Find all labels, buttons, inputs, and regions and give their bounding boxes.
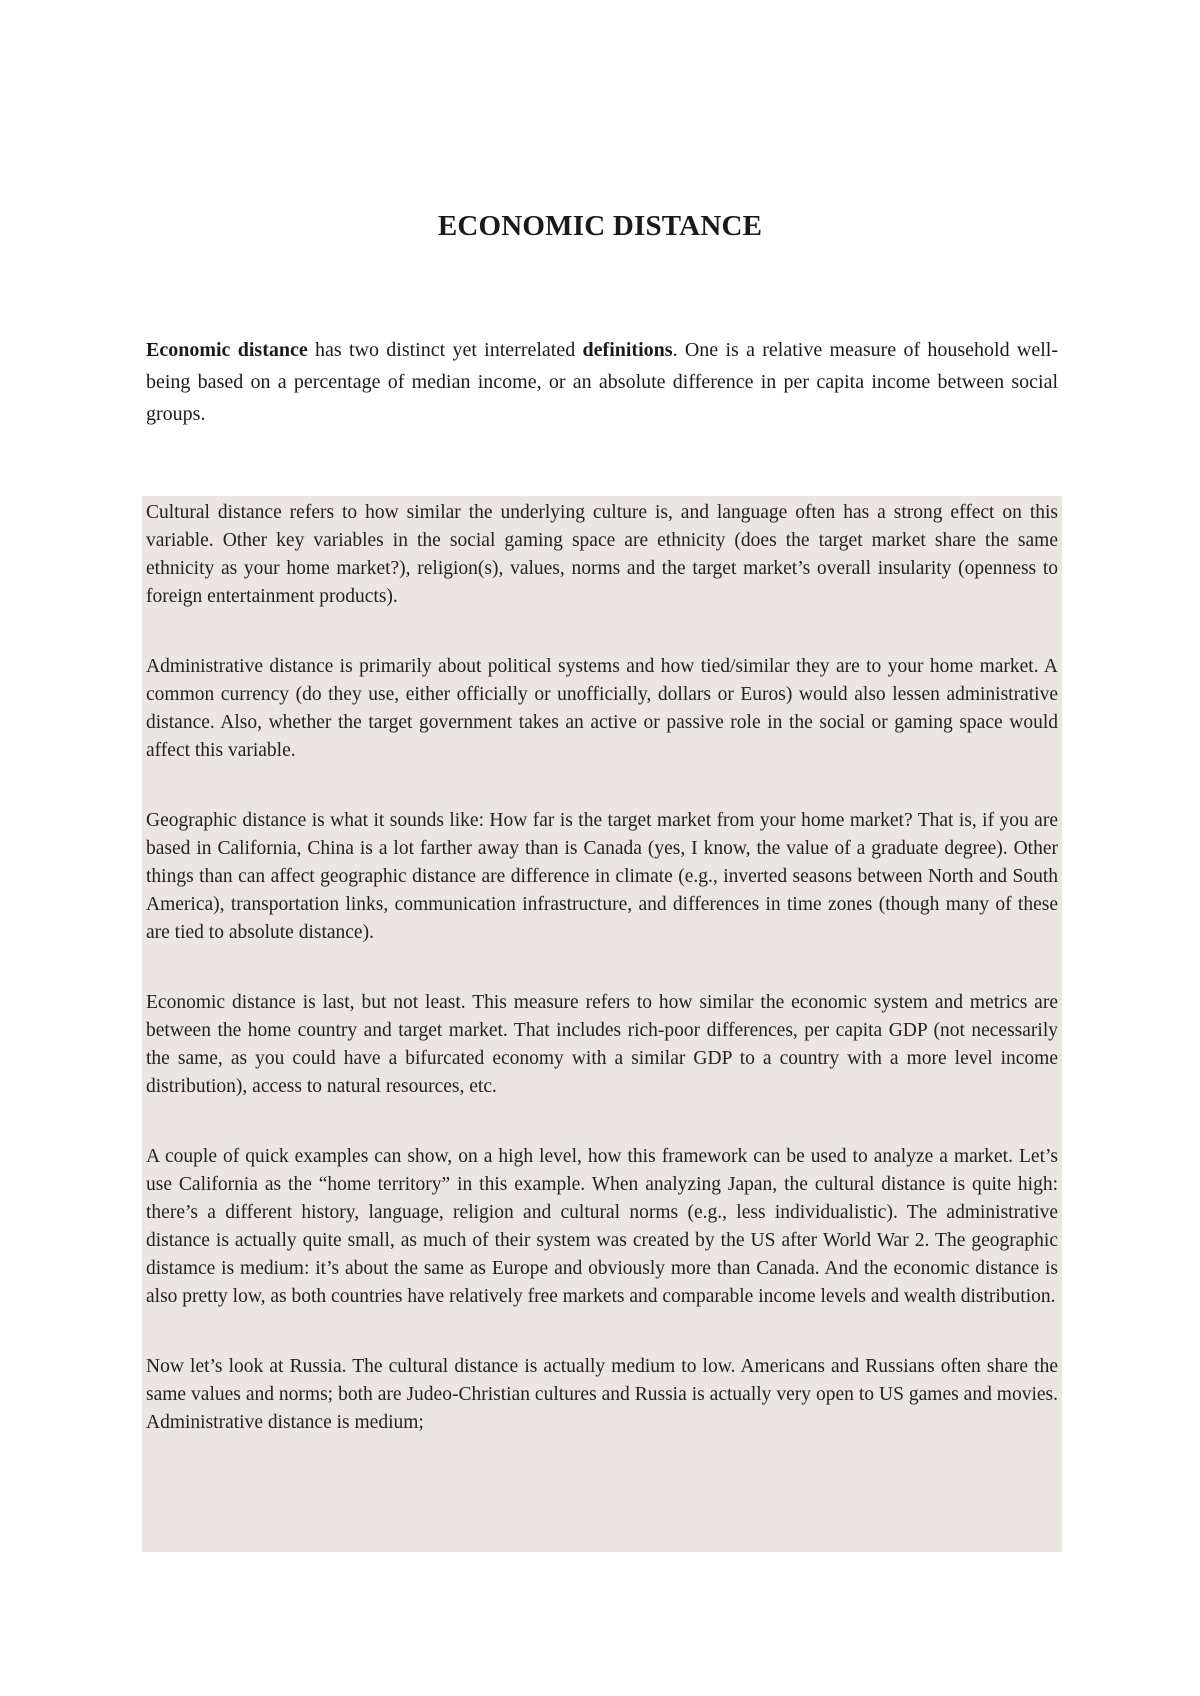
page-title: ECONOMIC DISTANCE <box>437 210 763 242</box>
paragraph-russia-example: Now let’s look at Russia. The cultural distance is actually medium to low. Americans and Russians often share the same values and norms; both are Judeo-Christian cultures and Russia is actually very open to US games and movies. Administrative distance is medium; <box>146 1356 1058 1433</box>
paragraph-economic-distance: Economic distance is last, but not least. This measure refers to how similar the economic system and metrics are between the home country and target market. That includes rich-poor differences, per capita GDP (not necessarily the same, as you could have a bifurcated economy with a similar GDP to a country with a more level income distribution), access to natural resources, etc. <box>146 992 1058 1097</box>
intro-text-a: has two distinct yet interrelated <box>307 339 583 361</box>
intro-text-b: . One is a relative measure of household well-being based on a percentage of median income, or an absolute difference in per capita income between social groups. <box>146 339 1058 425</box>
paragraph-administrative-distance: Administrative distance is primarily about political systems and how tied/similar they are to your home market. A common currency (do they use, either officially or unofficially, dollars or Euros) would also lessen administrative distance. Also, whether the target government takes an active or passive role in the social or gaming space would affect this variable. <box>146 656 1058 761</box>
intro-keyword: definitions <box>582 339 673 361</box>
intro-paragraph <box>146 334 1058 430</box>
paragraph-geographic-distance: Geographic distance is what it sounds like: How far is the target market from your home market? That is, if you are based in California, China is a lot farther away than is Canada (yes, I know, the value of a graduate degree). Other things than can affect geographic distance are difference in climate (e.g., inverted seasons between North and South America), transportation links, communication infrastructure, and differences in time zones (though many of these are tied to absolute distance). <box>146 810 1058 943</box>
paragraph-cultural-distance: Cultural distance refers to how similar the underlying culture is, and language often has a strong effect on this variable. Other key variables in the social gaming space are ethnicity (does the target market share the same ethnicity as your home market?), religion(s), values, norms and the target market’s overall insularity (openness to foreign entertainment products). <box>146 502 1058 607</box>
highlighted-text-block <box>142 496 1062 1552</box>
paragraph-japan-example: A couple of quick examples can show, on a high level, how this framework can be used to analyze a market. Let’s use California as the “home territory” in this example. When analyzing Japan, the cultural distance is quite high: there’s a different history, language, religion and cultural norms (e.g., less individualistic). The administrative distance is actually quite small, as much of their system was created by the US after World War 2. The geographic distamce is medium: it’s about the same as Europe and obviously more than Canada. And the economic distance is also pretty low, as both countries have relatively free markets and comparable income levels and wealth distribution. <box>146 1146 1058 1307</box>
intro-term: Economic distance <box>146 339 308 361</box>
